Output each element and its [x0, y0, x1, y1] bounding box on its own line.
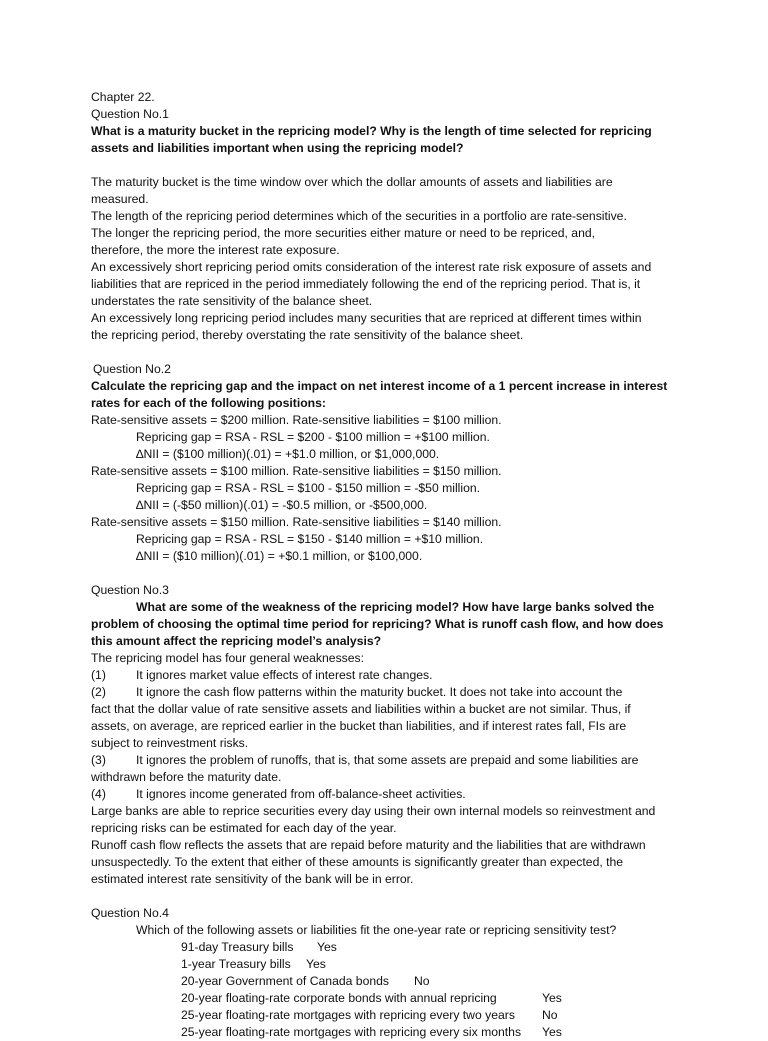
weakness-text-line: withdrawn before the maturity date. — [91, 770, 282, 784]
repricing-gap-line: Repricing gap = RSA - RSL = $200 - $100 million = +$100 million. — [136, 430, 490, 444]
item-answer: Yes — [542, 1025, 562, 1039]
repricing-gap-line: Repricing gap = RSA - RSL = $100 - $150 million = -$50 million. — [136, 481, 481, 495]
weakness-number: (4) — [91, 787, 106, 801]
question-1-answer-line: The maturity bucket is the time window over which the dollar amounts of assets and liabilities are — [91, 175, 613, 189]
question-1-label: Question No.1 — [91, 107, 169, 121]
question-3-answer-line: unsuspectedly. To the extent that either of these amounts is significantly greater than expected, the — [91, 855, 624, 869]
repricing-gap-line: Repricing gap = RSA - RSL = $150 - $140 million = +$10 million. — [136, 532, 484, 546]
item-answer: No — [542, 1008, 558, 1022]
delta-nii-line: ∆NII = (-$50 million)(.01) = -$0.5 million, or -$500,000. — [136, 498, 428, 512]
weakness-text-line: assets, on average, are repriced earlier in the bucket than liabilities, and if interest rates fall, FIs are — [91, 719, 627, 733]
weakness-item — [91, 684, 691, 701]
weakness-intro: The repricing model has four general weaknesses: — [91, 651, 365, 665]
weakness-text: It ignores income generated from off-balance-sheet activities. — [136, 787, 466, 801]
weakness-text: It ignores the problem of runoffs, that is, that some assets are prepaid and some liabilities are — [136, 753, 639, 767]
item-name: 91-day Treasury bills — [181, 940, 294, 954]
item-name: 25-year floating-rate mortgages with repricing every two years — [181, 1008, 515, 1022]
position-line: Rate-sensitive assets = $200 million. Rate-sensitive liabilities = $100 million. — [91, 413, 502, 427]
question-2-label: Question No.2 — [93, 362, 171, 376]
question-1-answer-line: the repricing period, thereby overstating the rate sensitivity of the balance sheet. — [91, 328, 524, 342]
sensitivity-item — [91, 1007, 691, 1024]
item-name: 1-year Treasury bills — [181, 957, 291, 971]
item-answer: Yes — [542, 991, 562, 1005]
question-1-answer-line: liabilities that are repriced in the period immediately following the end of the repricing period. That is, it — [91, 277, 641, 291]
question-3-text-line: this amount affect the repricing model’s analysis? — [91, 634, 382, 648]
question-1-answer-line: therefore, the more the interest rate exposure. — [91, 243, 340, 257]
position-line: Rate-sensitive assets = $150 million. Rate-sensitive liabilities = $140 million. — [91, 515, 502, 529]
question-4-text: Which of the following assets or liabilities fit the one-year rate or repricing sensitivity test? — [136, 923, 617, 937]
position-line: Rate-sensitive assets = $100 million. Rate-sensitive liabilities = $150 million. — [91, 464, 502, 478]
sensitivity-item — [91, 956, 691, 973]
delta-nii-line: ∆NII = ($10 million)(.01) = +$0.1 million, or $100,000. — [136, 549, 423, 563]
question-3-label: Question No.3 — [91, 583, 169, 597]
weakness-number: (1) — [91, 668, 106, 682]
delta-nii-line: ∆NII = ($100 million)(.01) = +$1.0 million, or $1,000,000. — [136, 447, 440, 461]
weakness-number: (3) — [91, 753, 106, 767]
weakness-item — [91, 667, 691, 684]
question-3-answer-line: repricing risks can be estimated for each day of the year. — [91, 821, 397, 835]
question-3-answer-line: Large banks are able to reprice securities every day using their own internal models so reinvestment and — [91, 804, 656, 818]
question-3-answer-line: Runoff cash flow reflects the assets that are repaid before maturity and the liabilities that are withdrawn — [91, 838, 646, 852]
sensitivity-item — [91, 939, 691, 956]
weakness-number: (2) — [91, 685, 106, 699]
document-body — [91, 89, 691, 1041]
question-1-answer-line: understates the rate sensitivity of the balance sheet. — [91, 294, 373, 308]
weakness-text: It ignore the cash flow patterns within the maturity bucket. It does not take into account the — [136, 685, 623, 699]
question-1-text-line: What is a maturity bucket in the repricing model? Why is the length of time selected for repricing — [91, 124, 652, 138]
question-1-answer-line: An excessively short repricing period omits consideration of the interest rate risk exposure of assets and — [91, 260, 652, 274]
question-3-text-line: What are some of the weakness of the repricing model? How have large banks solved the — [136, 600, 655, 614]
question-1-answer-line: measured. — [91, 192, 149, 206]
weakness-text-line: fact that the dollar value of rate sensitive assets and liabilities within a bucket are not similar. Thus, if — [91, 702, 631, 716]
question-1-text-line: assets and liabilities important when using the repricing model? — [91, 141, 464, 155]
item-answer: No — [414, 974, 430, 988]
question-3-answer-line: estimated interest rate sensitivity of the bank will be in error. — [91, 872, 414, 886]
question-3-text-line: problem of choosing the optimal time period for repricing? What is runoff cash flow, and how does — [91, 617, 664, 631]
weakness-item — [91, 752, 691, 769]
item-name: 25-year floating-rate mortgages with repricing every six months — [181, 1025, 522, 1039]
weakness-text-line: subject to reinvestment risks. — [91, 736, 249, 750]
question-4-label: Question No.4 — [91, 906, 169, 920]
question-1-answer-line: The length of the repricing period determines which of the securities in a portfolio are rate-sensitive. — [91, 209, 627, 223]
question-1-answer-line: The longer the repricing period, the more securities either mature or need to be repriced, and, — [91, 226, 596, 240]
item-name: 20-year floating-rate corporate bonds with annual repricing — [181, 991, 497, 1005]
weakness-text: It ignores market value effects of interest rate changes. — [136, 668, 433, 682]
sensitivity-item — [91, 973, 691, 990]
sensitivity-item — [91, 990, 691, 1007]
question-2-text-line: rates for each of the following positions: — [91, 396, 326, 410]
item-answer: Yes — [317, 940, 337, 954]
weakness-item — [91, 786, 691, 803]
item-answer: Yes — [306, 957, 326, 971]
question-2-text-line: Calculate the repricing gap and the impact on net interest income of a 1 percent increase in interest — [91, 379, 668, 393]
question-1-answer-line: An excessively long repricing period includes many securities that are repriced at different times within — [91, 311, 642, 325]
chapter-heading: Chapter 22. — [91, 90, 155, 104]
item-name: 20-year Government of Canada bonds — [181, 974, 389, 988]
sensitivity-item — [91, 1024, 691, 1041]
